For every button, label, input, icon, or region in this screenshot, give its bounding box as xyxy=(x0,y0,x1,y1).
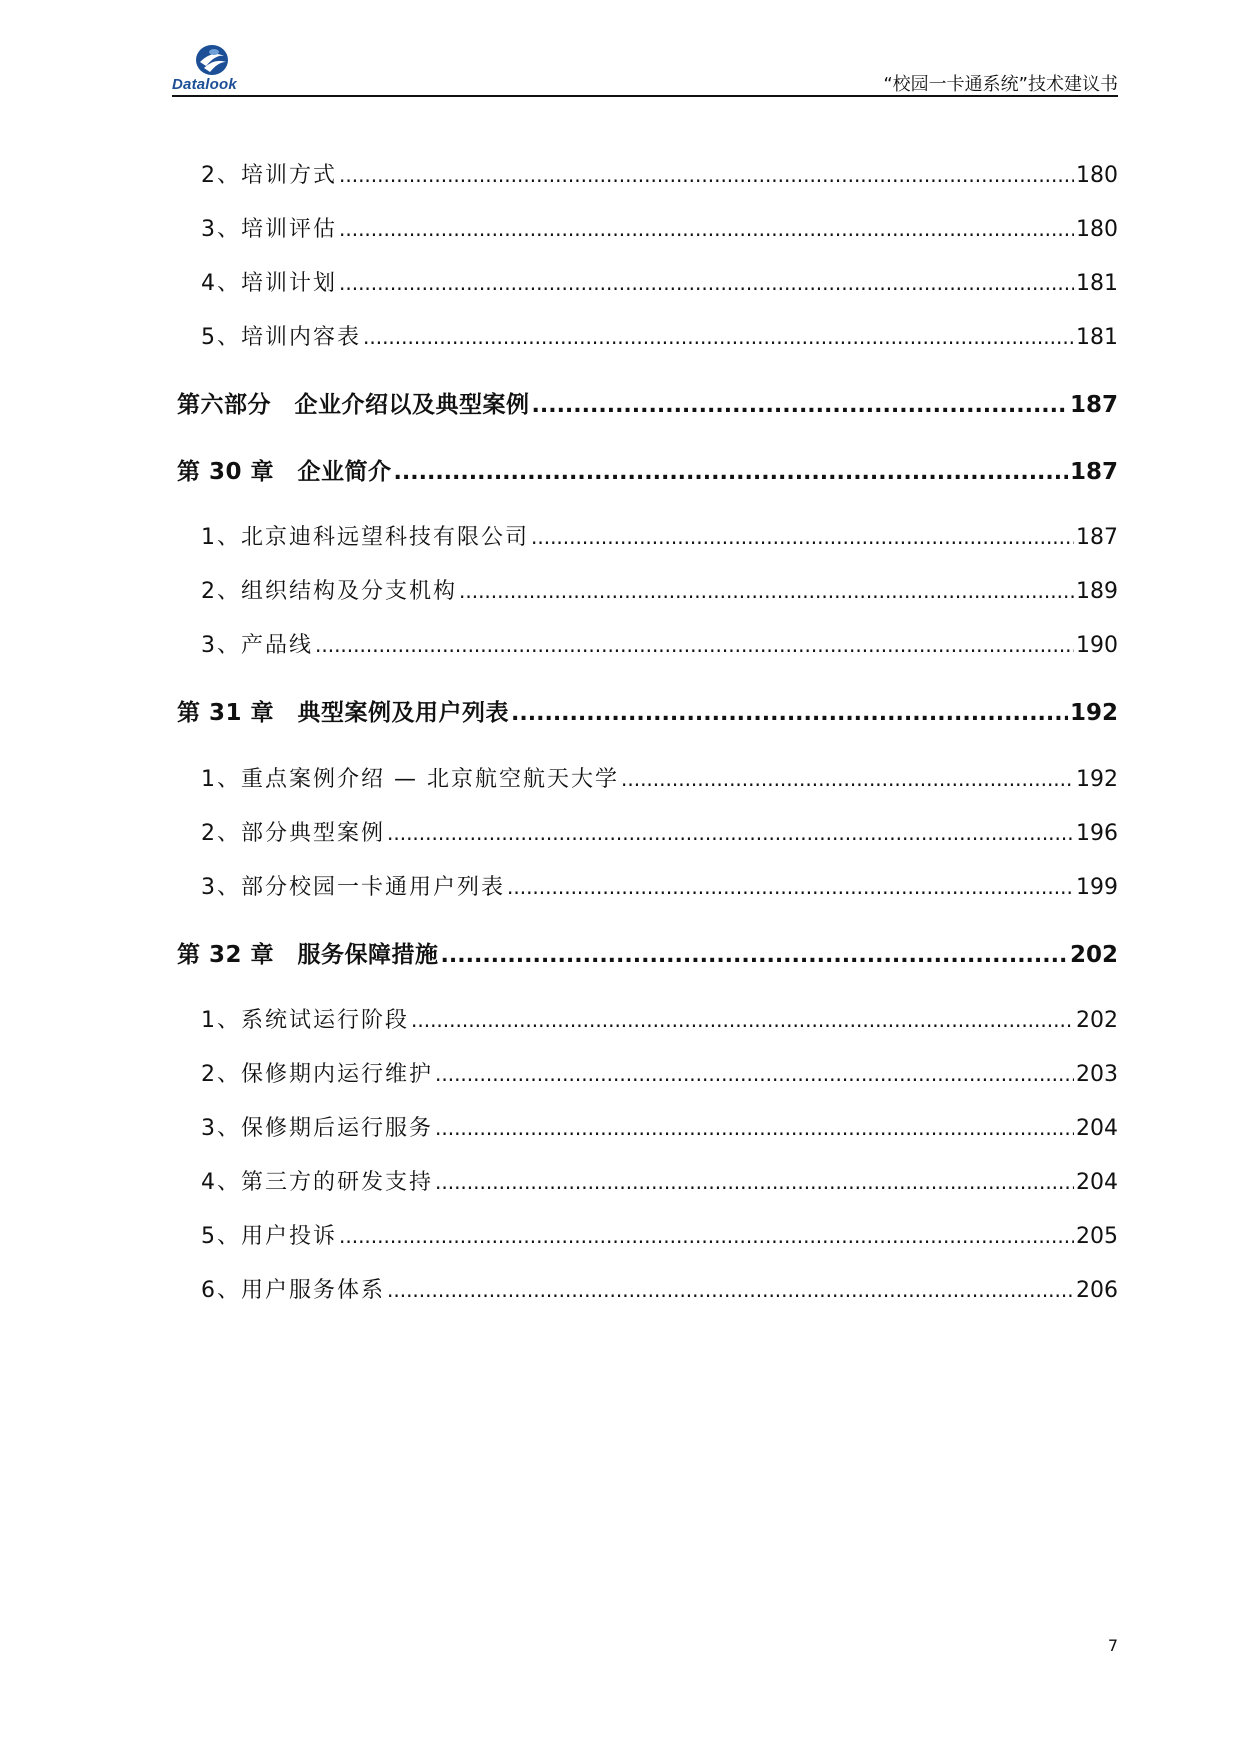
toc-entry-label: 3、培训评估 xyxy=(201,217,337,242)
toc-leader xyxy=(339,217,1074,241)
logo-text: Datalook xyxy=(172,76,237,93)
toc-leader xyxy=(435,1170,1074,1194)
toc-entry-chapter[interactable] xyxy=(177,936,1118,969)
toc-entry-label: 第 30 章 企业简介 xyxy=(177,459,392,485)
toc-entry-label: 第 31 章 典型案例及用户列表 xyxy=(177,700,510,726)
toc-entry-page: 192 xyxy=(1076,767,1118,792)
page-number: 7 xyxy=(1107,1636,1118,1655)
toc-entry[interactable] xyxy=(177,212,1118,243)
header-divider xyxy=(172,95,1118,97)
toc-leader xyxy=(394,460,1068,485)
toc-entry-page: 206 xyxy=(1076,1278,1118,1303)
toc-entry-label: 4、培训计划 xyxy=(201,271,337,296)
toc-entry[interactable] xyxy=(177,1057,1118,1088)
toc-entry-page: 202 xyxy=(1069,942,1118,968)
toc-entry-page: 205 xyxy=(1076,1224,1118,1249)
toc-entry[interactable] xyxy=(177,1219,1118,1250)
toc-entry-label: 3、产品线 xyxy=(201,633,313,658)
toc-leader xyxy=(411,1008,1074,1032)
toc-entry-label: 2、组织结构及分支机构 xyxy=(201,579,457,604)
toc-leader xyxy=(339,1224,1074,1248)
toc-entry[interactable] xyxy=(177,574,1118,605)
datalook-logo xyxy=(172,42,262,92)
toc-leader xyxy=(459,579,1074,603)
toc-entry[interactable] xyxy=(177,1111,1118,1142)
toc-entry[interactable] xyxy=(177,870,1118,901)
toc-entry-label: 2、部分典型案例 xyxy=(201,821,385,846)
toc-leader xyxy=(532,393,1068,418)
toc-entry[interactable] xyxy=(177,320,1118,351)
toc-entry[interactable] xyxy=(177,1273,1118,1304)
toc-leader xyxy=(315,633,1074,657)
toc-entry[interactable] xyxy=(177,1165,1118,1196)
toc-entry-label: 3、保修期后运行服务 xyxy=(201,1116,433,1141)
datalook-logo-icon xyxy=(194,42,230,78)
toc-entry-page: 181 xyxy=(1076,325,1118,350)
toc-entry-label: 1、系统试运行阶段 xyxy=(201,1008,409,1033)
toc-leader xyxy=(363,325,1074,349)
toc-entry-label: 1、重点案例介绍 — 北京航空航天大学 xyxy=(201,767,619,792)
toc-entry-page: 187 xyxy=(1069,459,1118,485)
toc-entry-page: 204 xyxy=(1076,1116,1118,1141)
toc-entry-label: 第六部分 企业介绍以及典型案例 xyxy=(177,392,530,418)
toc-entry[interactable] xyxy=(177,266,1118,297)
toc-entry-label: 4、第三方的研发支持 xyxy=(201,1170,433,1195)
toc-entry-label: 2、培训方式 xyxy=(201,163,337,188)
toc-entry-page: 192 xyxy=(1069,700,1118,726)
toc-entry[interactable] xyxy=(177,158,1118,189)
toc-leader xyxy=(441,943,1068,968)
toc-entry[interactable] xyxy=(177,628,1118,659)
toc-entry[interactable] xyxy=(177,762,1118,793)
toc-leader xyxy=(507,875,1074,899)
toc-entry[interactable] xyxy=(177,520,1118,551)
toc-leader xyxy=(339,163,1074,187)
toc-entry-chapter[interactable] xyxy=(177,694,1118,727)
toc-entry-label: 5、培训内容表 xyxy=(201,325,361,350)
toc-entry-label: 6、用户服务体系 xyxy=(201,1278,385,1303)
toc-entry-label: 5、用户投诉 xyxy=(201,1224,337,1249)
toc-entry-page: 180 xyxy=(1076,163,1118,188)
toc-entry-label: 第 32 章 服务保障措施 xyxy=(177,942,439,968)
toc-entry-page: 204 xyxy=(1076,1170,1118,1195)
toc-leader xyxy=(435,1062,1074,1086)
toc-entry-page: 187 xyxy=(1076,525,1118,550)
toc-entry-label: 2、保修期内运行维护 xyxy=(201,1062,433,1087)
toc-entry-page: 187 xyxy=(1069,392,1118,418)
toc-entry-page: 196 xyxy=(1076,821,1118,846)
document-title: “校园一卡通系统”技术建议书 xyxy=(883,74,1118,95)
toc-entry-chapter[interactable] xyxy=(177,453,1118,486)
toc-entry[interactable] xyxy=(177,1003,1118,1034)
toc-entry-page: 180 xyxy=(1076,217,1118,242)
toc-entry-page: 190 xyxy=(1076,633,1118,658)
toc-leader xyxy=(387,1278,1074,1302)
toc-leader xyxy=(387,821,1074,845)
toc-leader xyxy=(621,767,1074,791)
toc-entry-page: 199 xyxy=(1076,875,1118,900)
toc-entry-page: 203 xyxy=(1076,1062,1118,1087)
toc-entry-label: 1、北京迪科远望科技有限公司 xyxy=(201,525,529,550)
toc-entry[interactable] xyxy=(177,816,1118,847)
toc-entry-label: 3、部分校园一卡通用户列表 xyxy=(201,875,505,900)
toc-leader xyxy=(339,271,1074,295)
toc-leader xyxy=(531,525,1074,549)
toc-entry-page: 202 xyxy=(1076,1008,1118,1033)
toc-entry-page: 189 xyxy=(1076,579,1118,604)
toc-leader xyxy=(511,701,1068,726)
toc-leader xyxy=(435,1116,1074,1140)
toc-entry-part[interactable] xyxy=(177,386,1118,419)
toc-entry-page: 181 xyxy=(1076,271,1118,296)
